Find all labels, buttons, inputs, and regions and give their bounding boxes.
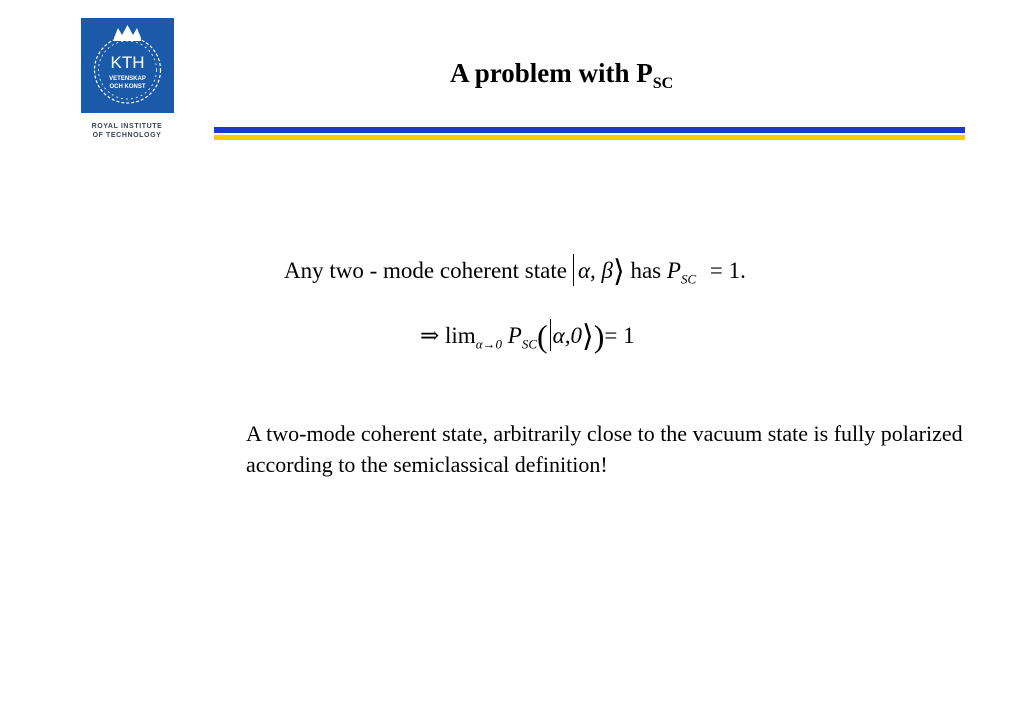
eq2-open-paren: ( [537,318,548,354]
eq1-ket-content: α, β [577,258,613,283]
slide-title [450,58,750,93]
logo-wordmark: KTH [110,53,145,72]
eq2-ket-bar [550,319,551,351]
eq2-lim-subscript: α→0 [475,336,503,352]
eq2-P-subscript: SC [521,336,538,352]
title-main: A problem with P [450,58,653,88]
logo-caption [72,122,182,140]
eq1-has: has [630,258,662,283]
ket-bar [573,254,574,286]
eq1-P: P [666,258,681,283]
eq1-text: Any two - mode coherent state [284,258,567,283]
header-rule-blue [214,127,965,133]
eq2-ket-close: ⟩ [582,320,594,353]
logo-caption-line1: ROYAL INSTITUTE [91,123,163,130]
eq2-ket-content: α,0 [552,323,582,348]
title-subscript: SC [652,75,674,92]
logo-motto-line1: VETENSKAP [109,76,146,82]
eq1-result: = 1. [709,258,746,283]
eq2-result: = 1 [604,323,635,348]
eq2-P: P [507,323,522,348]
header-rule-yellow [214,135,965,140]
kth-crest-icon [81,18,174,113]
equation-line-2 [420,318,635,355]
logo-caption-line2: OF TECHNOLOGY [92,132,162,139]
eq1-P-subscript: SC [680,271,697,287]
implies-symbol: ⇒ [420,323,440,348]
eq2-close-paren: ) [593,318,605,354]
eq2-lim: lim [445,323,476,348]
body-paragraph: A two-mode coherent state, arbitrarily close to the vacuum state is fully polarized according to the semiclassical definition! [246,421,963,477]
kth-logo [81,18,174,113]
logo-motto-line2: OCH KONST [109,84,146,90]
equation-line-1 [284,254,746,289]
eq1-ket-close: ⟩ [612,255,625,288]
